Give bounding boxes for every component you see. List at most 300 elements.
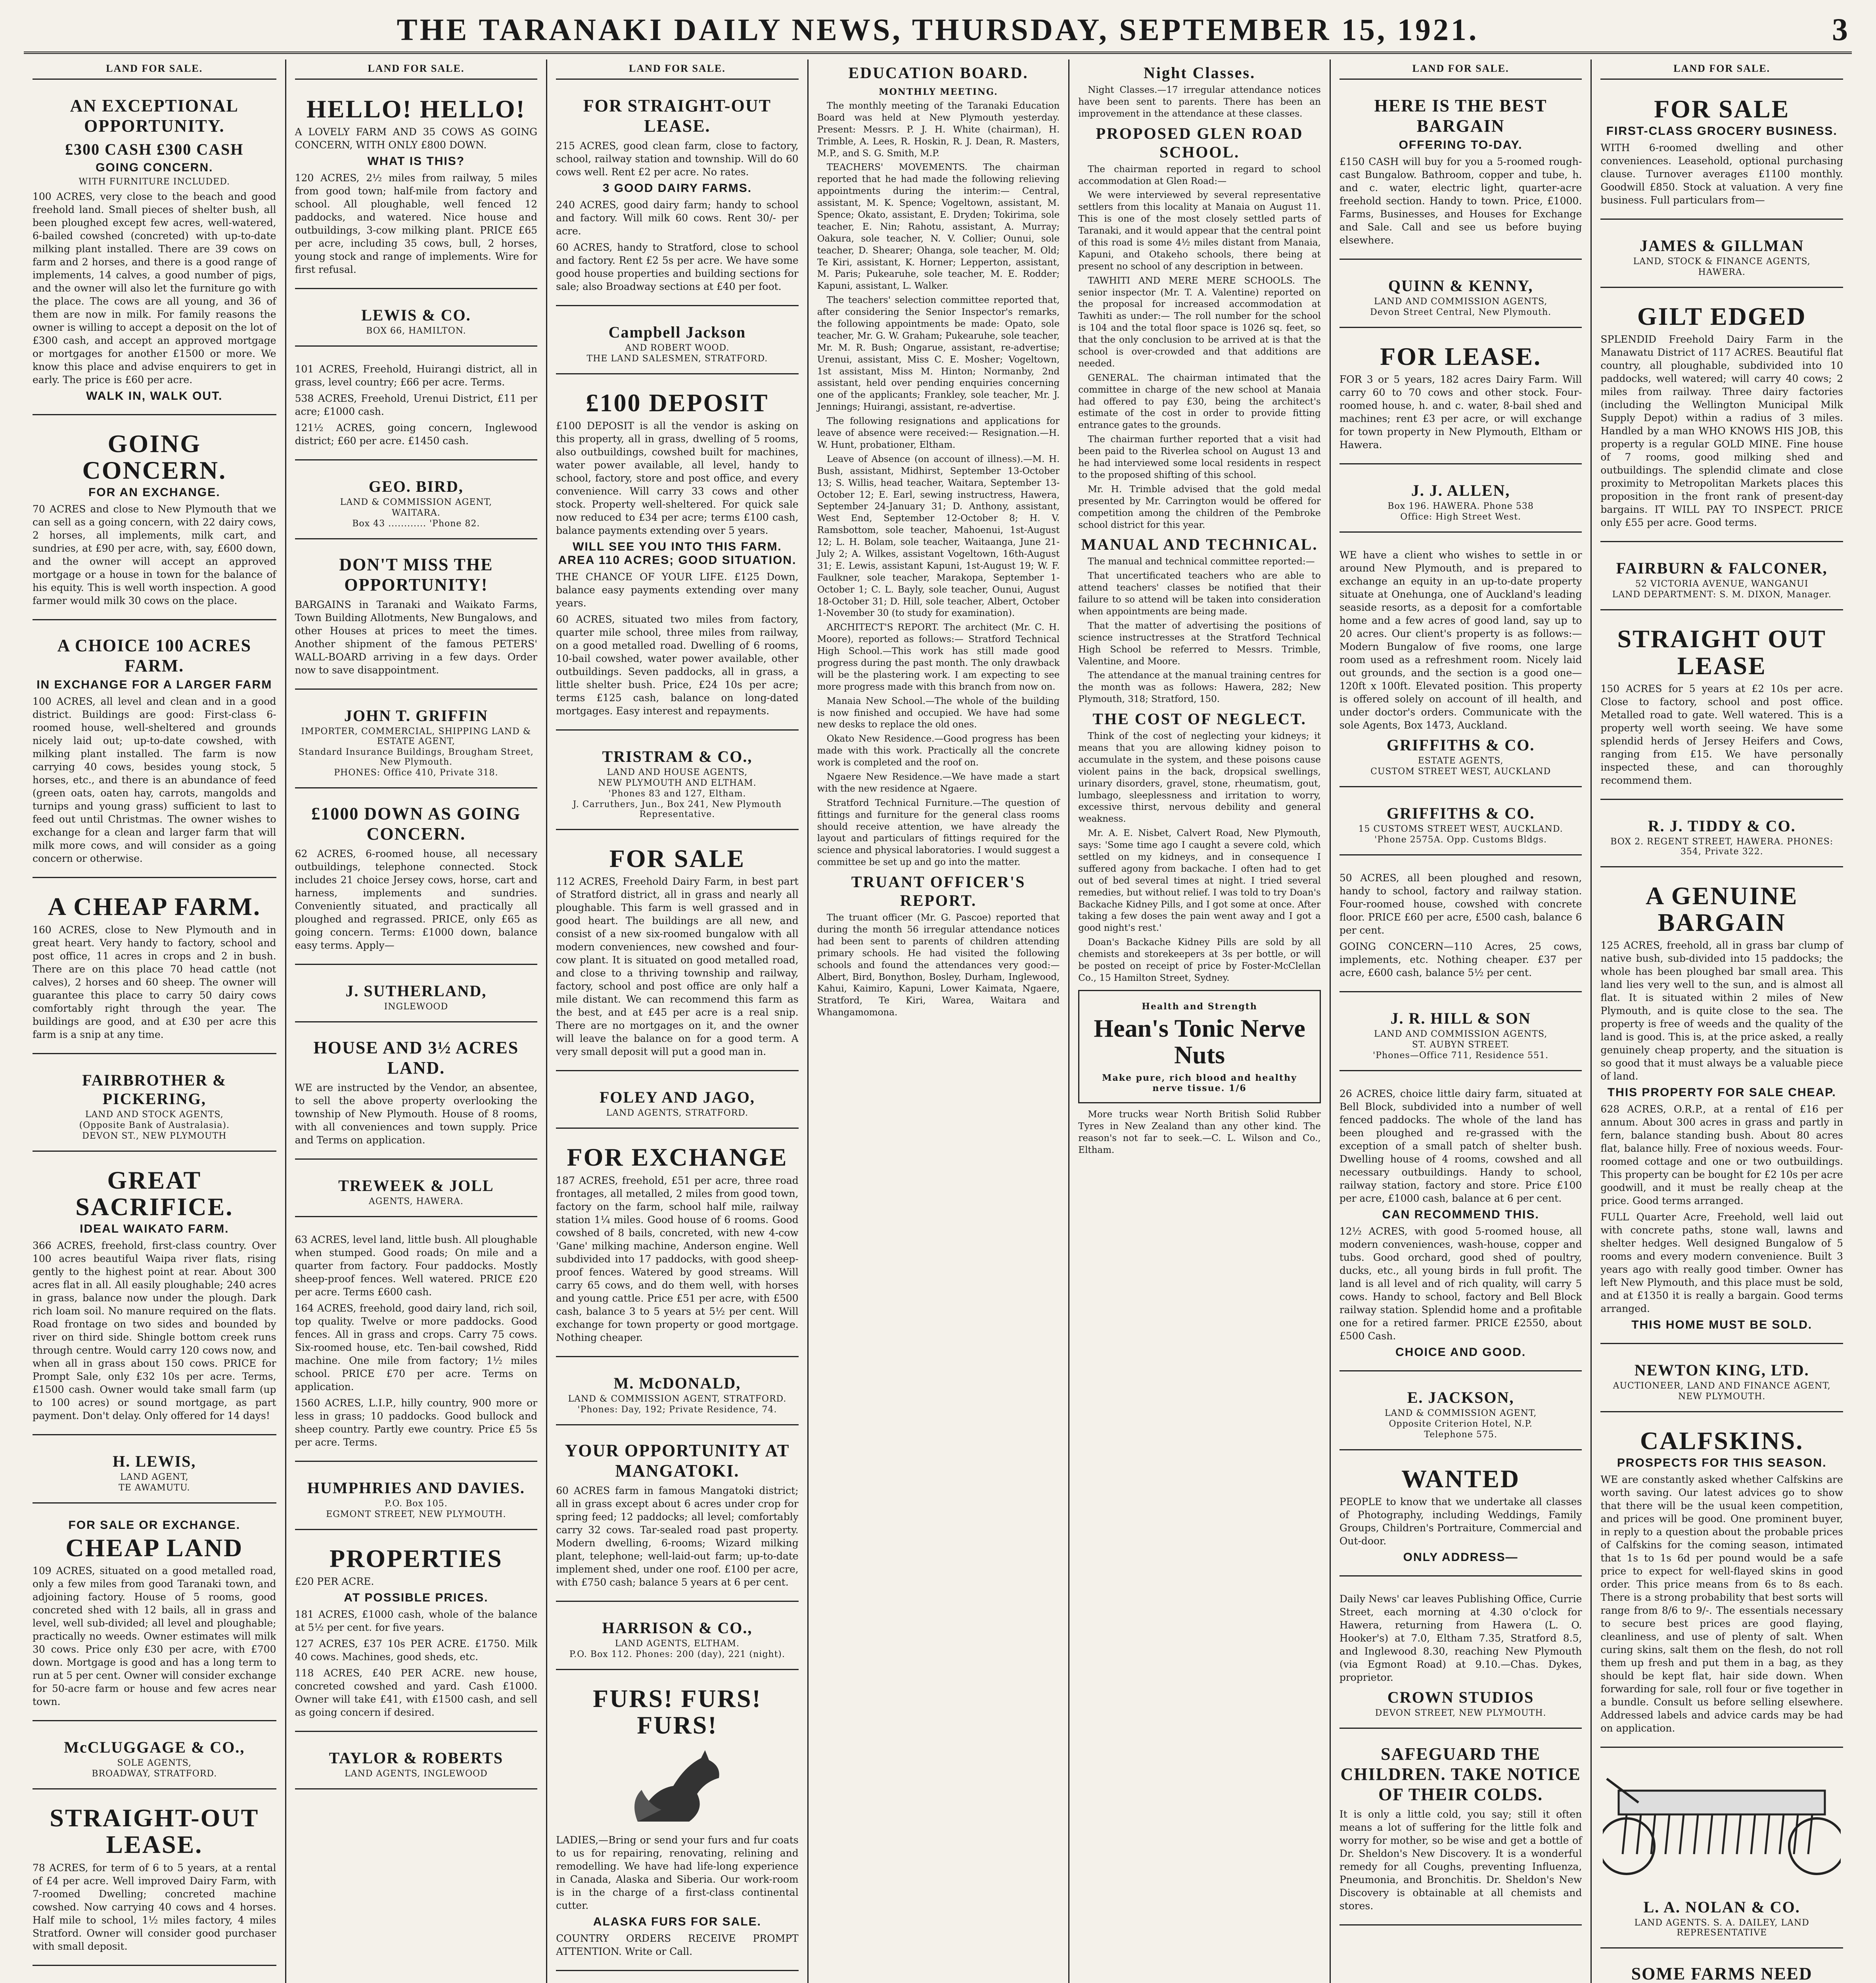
ad-title: SAFEGUARD THE CHILDREN. TAKE NOTICE OF THEIR COLDS.: [1340, 1744, 1581, 1805]
advertisement: [556, 1609, 799, 1670]
agent-address-line: J. Carruthers, Jun., Box 241, New Plymouth Representative.: [573, 800, 782, 820]
article-paragraph: The attendance at the manual training centres for the month was as follows: Hawera, 282; New Plymouth, 318; Stratford, 150.: [1078, 670, 1321, 705]
ad-title: HOUSE AND 3½ ACRES LAND.: [313, 1038, 519, 1078]
agent-address-line: LAND AGENTS. S. A. DAILEY, LAND REPRESENTATIVE: [1634, 1918, 1809, 1938]
article-paragraph: TEACHERS' MOVEMENTS. The chairman reported that he had made the following relieving appointments during the interim:— Central, assistant, M. K. Spence; Vogeltown, assistant, M. Spence; Okato, assistant, E. Dryden; Tokirima, sole teacher, E. Nin; Rahotu, assistant, A. Murray; Oakura, sole teacher, N. V. Collier; Ounui, sole teacher, D. Shearer; Ohanga, sole teacher, M. Old; Te Kiri, assistant, K. Horner; Lepperton, assistant, M. Paris; Pukearuhe, sole teacher, M. E. Rodder; Kapuni, assistant, L. Walker.: [817, 162, 1060, 292]
agent-name: TREWEEK & JOLL: [338, 1177, 494, 1195]
advertisement: [295, 354, 538, 460]
advertisement: [295, 1224, 538, 1462]
advertisement: [33, 1061, 276, 1152]
ad-title: HELLO! HELLO!: [306, 95, 526, 123]
ad-subtitle: PROSPECTS FOR THIS SEASON.: [1617, 1456, 1827, 1470]
article-paragraph: TAWHITI AND MERE MERE SCHOOLS. The senior inspector (Mr. T. A. Valentine) reported on the proposal for increased accommodation at Tawhiti as under:— The roll number for the school is 104 and the total floor space is 1026 sq. feet, so that the only conclusion to be arrived at is that the school is over-crowded and that additions are needed.: [1078, 275, 1321, 369]
ad-body: 118 ACRES, £40 PER ACRE. new house, concreted cowshed and yard. Cash £1000. Owner will take £41, with £1500 cash, and sell as going concern if desired.: [295, 1667, 538, 1718]
article-title: PROPOSED GLEN ROAD SCHOOL.: [1096, 124, 1303, 161]
ad-tagline: Make pure, rich blood and healthy nerve tissue. 1/6: [1102, 1073, 1297, 1094]
advertisement: [556, 88, 799, 306]
agent-address-line: LAND AND COMMISSION AGENTS,: [1374, 1029, 1548, 1039]
agent-address-line: DEVON ST., NEW PLYMOUTH: [82, 1131, 227, 1141]
ad-body: 100 ACRES, all level and clean and in a good district. Buildings are good: First-class 6-roomed house, well-sheltered and grounds nicely laid out; up-to-date cowshed, with milking plant installed. The farm is now carrying 40 cows, besides young stock, 5 horses, etc., and there is an abundance of feed (green oats, oaten hay, carrots, mangolds and turnips and young grass) sufficient to last to feed out until Christmas. The owner wishes to exchange for a clean and larger farm that will milk more cows, and will consider as a going concern or otherwise.: [33, 696, 276, 865]
ad-title: FOR EXCHANGE: [567, 1143, 788, 1172]
article-title: EDUCATION BOARD.: [848, 64, 1029, 82]
ad-body: 160 ACRES, close to New Plymouth and in great heart. Very handy to factory, school and post office, 11 acres in crops and 2 in bush. There are on this place 70 head cattle (not calves), 2 horses and 60 sheep. The owner will guarantee this place to carry 50 dairy cows comfortably right through the year. The buildings are good, and at £30 per acre this farm is a snip at any time.: [33, 924, 276, 1040]
ad-body: A LOVELY FARM AND 35 COWS AS GOING CONCERN, WITH ONLY £800 DOWN.: [295, 126, 538, 151]
ad-body: PEOPLE to know that we undertake all classes of Photography, including Weddings, Family Groups, Children's Portraiture, Commercial and Out-door.: [1339, 1496, 1582, 1547]
ad-body: 101 ACRES, Freehold, Huirangi district, all in grass, level country; £66 per acre. Terms.: [295, 363, 538, 388]
column-5: [1068, 59, 1330, 1983]
ad-footer: ONLY ADDRESS—: [1403, 1551, 1518, 1564]
advertisement: [556, 738, 799, 830]
advertisement: [33, 1797, 276, 1966]
advertisement: [295, 468, 538, 539]
article-paragraph: Stratford Technical Furniture.—The question of fittings and furniture for the general class rooms should receive attention, we have already the layout and particulars of fittings required for the science and physical laboratories. I would suggest a committee be set up and go into the matter.: [817, 798, 1060, 868]
article-paragraph: Leave of Absence (on account of illness).—M. H. Bush, assistant, Midhirst, September 13-October 13; S. Willis, head teacher, Waitara, September 13-October 12; E. Earl, sewing instructress, Hawera, September 24-January 31; D. Anthony, assistant, West End, September 12-October 8; H. V. Ramsbottom, sole teacher, Mahoenui, 1st-August 12; L. H. Bolam, sole teacher, Waitaanga, June 21-July 2; A. Wilkes, assistant Vogeltown, 16th-August 31; E. Lewis, assistant Kapuni, 1st-August 19; W. F. Faulkner, sole teacher, Marakopa, September 1-October 1; C. L. Bayly, sole teacher, Ounui, August 18-October 31; D. Hill, sole teacher, Albert, October 1-November 30 (to study for examination).: [817, 454, 1060, 619]
advertisement: [295, 1537, 538, 1732]
article-paragraph: ARCHITECT'S REPORT. The architect (Mr. C. H. Moore), reported as follows:— Stratford Technical High School.—This work has still made good progress during the past month. The only drawback will be the plastering work. I am expecting to see more progress made with this branch from now on.: [817, 622, 1060, 692]
advertisement: [1339, 335, 1582, 464]
agent-address-line: 15 CUSTOMS STREET WEST, AUCKLAND.: [1358, 824, 1563, 834]
agent-name: QUINN & KENNY,: [1388, 277, 1533, 295]
ad-title: FURS! FURS! FURS!: [592, 1684, 762, 1739]
article-paragraph: Manaia New School.—The whole of the building is now finished and occupied. We have had some new desks to replace the old ones.: [817, 696, 1060, 730]
ad-footer: CHOICE AND GOOD.: [1395, 1346, 1526, 1359]
agent-address-line: LAND & COMMISSION AGENT,: [340, 497, 492, 508]
agent-name: HARRISON & CO.,: [602, 1619, 753, 1637]
seed-drill-illustration: [1600, 1755, 1843, 1882]
ad-body: LADIES,—Bring or send your furs and fur coats to us for repairing, renovating, relining and remodelling. We have had life-long experience in Canada, Alaska and Siberia. Our work-room is in the charge of a first-class continental cutter.: [556, 1834, 799, 1911]
agent-name: FOLEY AND JAGO,: [599, 1088, 755, 1107]
agent-address-line: AUCTIONEER, LAND AND FINANCE AGENT,: [1613, 1381, 1831, 1391]
ad-title: SOME FARMS NEED: [1631, 1964, 1813, 1983]
agent-name: Campbell Jackson: [608, 323, 746, 341]
advertisement: [556, 1364, 799, 1425]
masthead-title: THE TARANAKI DAILY NEWS, THURSDAY, SEPTEMBER 15, 1921.: [397, 12, 1479, 47]
advertisement: [295, 972, 538, 1022]
column-6: [1330, 59, 1591, 1983]
article-paragraph: The chairman reported in regard to school accommodation at Glen Road:—: [1078, 164, 1321, 186]
advertisement: [1339, 88, 1582, 260]
ad-title: FOR LEASE.: [1380, 342, 1542, 370]
agent-name: J. R. HILL & SON: [1390, 1009, 1531, 1028]
article-paragraph: Mr. A. E. Nisbet, Calvert Road, New Plymouth, says: 'Some time ago I caught a severe cold, which settled on my kidneys, and in consequence I suffered agony from backache. I often had to get out of bed several times at night. I tried several remedies, but without relief. I was told to try Doan's Backache Kidney Pills, and I got some at once. After taking a few doses the pain went away and I got a good night's rest.': [1078, 828, 1321, 934]
ad-body: 240 ACRES, good dairy farm; handy to school and factory. Will milk 60 cows. Rent 30/- per acre.: [556, 199, 799, 237]
advertisement: [1339, 999, 1582, 1071]
agent-address-line: THE LAND SALESMEN, STRATFORD.: [586, 354, 768, 364]
agent-name: NEWTON KING, LTD.: [1634, 1361, 1809, 1379]
advertisement: [1339, 1584, 1582, 1729]
ad-title: CALFSKINS.: [1640, 1427, 1804, 1455]
ad-title: A GENUINE BARGAIN: [1646, 881, 1798, 936]
agent-address-line: LAND AND STOCK AGENTS,: [85, 1109, 224, 1120]
advertisement: [33, 1511, 276, 1721]
ad-title: GREAT SACRIFICE.: [75, 1166, 234, 1221]
ad-body: 60 ACRES farm in famous Mangatoki district; all in grass except about 6 acres under crop for spring feed; 12 paddocks; all level; comfortably carry 32 cows. Tar-sealed road past property. Modern dwelling, 6-rooms; Wizard milking plant, telephone; well-laid-out farm; up-to-date implement shed, under one roof. £100 per acre, with £750 cash; balance 5 years at 6 per cent.: [556, 1484, 799, 1588]
ad-body: 26 ACRES, choice little dairy farm, situated at Bell Block, subdivided into a number of well fenced paddocks. The whole of the land has been ploughed and re-grassed with the exception of a small patch of shelter bush. Dwelling house of 4 rooms, cowshed and all necessary outbuildings. Handy to school, railway station, factory and store. Price £100 per acre, £1000 cash, balance at 6 per cent.: [1339, 1088, 1582, 1204]
ad-body: WITH 6-roomed dwelling and other conveniences. Leasehold, optional purchasing clause. Turnover averages £1100 monthly. Goodwill £850. Stock at valuation. A very fine business. Full particulars from—: [1600, 142, 1843, 206]
advertisement: [1339, 863, 1582, 992]
agent-address-line: 'Phone 2575A. Opp. Customs Bldgs.: [1374, 835, 1547, 845]
agent-name: JAMES & GILLMAN: [1639, 237, 1804, 255]
article-paragraph: The chairman further reported that a visit had been paid to the Riverlea school on August 13 and he had interviewed some local residents in respect to the proposed shifting of this school.: [1078, 434, 1321, 480]
ad-body: SPLENDID Freehold Dairy Farm in the Manawatu District of 117 ACRES. Beautiful flat country, all ploughable, subdivided into 10 paddocks, well watered; will carry 40 cows; 2 miles from railway. Three dairy factories (including the Wellington Municipal Milk Supply Depot) within a radius of 3 miles. Handled by a man WHO KNOWS HIS JOB, this property is a regular GOLD MINE. Fine house of 7 rooms, good milking shed and outbuildings. The splendid climate and close proximity to Metropolitan Markets places this proposition in the front rank of present-day bargains. IT WILL PAY TO INSPECT. PRICE only £55 per acre. Good terms.: [1600, 334, 1843, 529]
article-paragraph: Think of the cost of neglecting your kidneys; it means that you are allowing kidney poison to accumulate in the system, and these poisons cause violent pains in the back, dropsical swellings, urinary disorders, gravel, stone, rheumatism, gout, lumbago, sleeplessness and irritation to worry, excessive thirst, nervous debility and general weakness.: [1078, 731, 1321, 825]
ad-body: WE have a client who wishes to settle in or around New Plymouth, and is prepared to exchange an equity in an up-to-date property situate at Onehunga, one of Auckland's leading seaside resorts, as a deposit for a comfortable home and a few acres of good land, say up to 20 acres. Our client's property is as follows:—Modern Bungalow of five rooms, one large room used as a refreshment room. Nicely laid out grounds, and the section is a good one—120ft x 100ft. Elevated position. This property is offered solely on account of ill health, and under doctor's orders. Communicate with the sole Agents, Box 1473, Auckland.: [1339, 549, 1582, 731]
advertisement: [295, 1469, 538, 1530]
agent-address-line: BOX 2. REGENT STREET, HAWERA. PHONES: 354, Private 322.: [1610, 836, 1834, 857]
article-paragraph: Night Classes.—17 irregular attendance notices have been sent to parents. There has been an improvement in the attendance at these classes.: [1078, 85, 1321, 119]
agent-address-line: P.O. Box 105.: [384, 1499, 448, 1509]
ad-subtitle: ALASKA FURS FOR SALE.: [593, 1915, 762, 1928]
advertisement: [1600, 549, 1843, 610]
article-subtitle: MONTHLY MEETING.: [879, 87, 998, 97]
agent-name: GEO. BIRD,: [368, 478, 464, 496]
ad-subtitle: FOR AN EXCHANGE.: [88, 486, 220, 499]
agent-address-line: AGENTS, HAWERA.: [368, 1197, 464, 1207]
column-heading: LAND FOR SALE.: [33, 59, 276, 80]
advertisement-box: [1078, 990, 1321, 1103]
agent-address-line: LAND AGENT,: [120, 1472, 189, 1482]
article-title: MANUAL AND TECHNICAL.: [1081, 535, 1318, 554]
ad-body: FULL Quarter Acre, Freehold, well laid out with concrete paths, stone wall, lawns and shelter hedges. Well designed Bungalow of 5 rooms and every modern convenience. Built 3 years ago with really good timber. Owner has left New Plymouth, and this place must be sold, and at £1350 it is really a bargain. Good terms arranged.: [1600, 1211, 1843, 1315]
ad-title: £100 DEPOSIT: [586, 389, 769, 417]
advertisement: [1600, 1351, 1843, 1412]
ad-body: It is only a little cold, you say; still it often means a lot of suffering for the little folk and worry for mother, so be wise and get a bottle of Dr. Sheldon's New Discovery. It is a wonderful remedy for all Coughs, preventing Influenza, Pneumonia, and Bronchitis. Dr. Sheldon's New Discovery is obtainable at all chemists and stores.: [1339, 1808, 1582, 1912]
advertisement: [556, 1433, 799, 1602]
article-title: THE COST OF NEGLECT.: [1092, 710, 1307, 728]
ad-title: WANTED: [1401, 1465, 1520, 1493]
agent-address-line: 'Phones—Office 711, Residence 551.: [1373, 1051, 1549, 1061]
column-1: [24, 59, 285, 1983]
ad-body: WE are constantly asked whether Calfskins are worth saving. Our latest advices go to show that there will be the usual keen competition, and prices will be good. One prominent buyer, in reply to a question about the probable prices of Calfskins for the coming season, intimated that 1s to 1s 6d per pound would be a safe price to expect for well-flayed skins in good order. This price means from 6s to 8s each. There is a strong probability that best sorts will range from 8/6 to 9/-. The essentials necessary to secure best prices are good flaying, cleanliness, and use of plenty of salt. When curing skins, salt them on the flesh, do not roll them up fresh and put them in a bag, as they should be kept flat, hair side down. When forwarding for sale, roll four or five together in a bundle. Consult us before selling elsewhere. Addressed labels and advice cards may be had on application.: [1600, 1474, 1843, 1734]
article: [1078, 63, 1321, 120]
agent-name: HUMPHRIES AND DAVIES.: [307, 1479, 525, 1497]
ad-body: 181 ACRES, £1000 cash, whole of the balance at 5½ per cent. for five years.: [295, 1609, 538, 1634]
advertisement: [1600, 227, 1843, 288]
article-paragraph: That uncertificated teachers who are able to attend teachers' classes be notified that their failure to so attend will be taken into consideration when appointments are being made.: [1078, 571, 1321, 617]
advertisement: [295, 1739, 538, 1789]
agent-name: CROWN STUDIOS: [1387, 1688, 1534, 1707]
agent-name: TRISTRAM & CO.,: [602, 748, 753, 766]
ad-title: STRAIGHT OUT LEASE: [1617, 625, 1826, 680]
ad-subtitle: IN EXCHANGE FOR A LARGER FARM: [36, 678, 272, 692]
ad-title: A CHOICE 100 ACRES FARM.: [57, 636, 252, 676]
agent-address-line: ST. AUBYN STREET.: [1412, 1040, 1510, 1050]
advertisement: [295, 88, 538, 289]
advertisement: [1600, 1419, 1843, 1748]
article-paragraph: Doan's Backache Kidney Pills are sold by all chemists and storekeepers at 3s per bottle, or will be posted on receipt of price by Foster-McClellan Co., 15 Hamilton Street, Sydney.: [1078, 937, 1321, 983]
agent-address-line: CUSTOM STREET WEST, AUCKLAND: [1370, 767, 1551, 777]
article-paragraph: Okato New Residence.—Good progress has been made with this work. Practically all the concrete work is completed and the roof on.: [817, 734, 1060, 768]
article-paragraph: The teachers' selection committee reported that, after considering the Senior Inspector's remarks, the following appointments be made: Opato, sole teacher, Mr. G. W. Graham; Pukearuhe, sole teacher, Mr. M. R. Bush; Ongarue, assistant, re-advertise; Urenui, assistant, Miss C. E. Mosher; Vogeltown, 1st assistant, Miss M. Hinton; Normanby, 2nd assistant, held over pending enquiries concerning one of the applicants; Frankley, sole teacher, Mr. J. Jennings; Huirangi, assistant, re-advertise.: [817, 295, 1060, 412]
ad-body: 164 ACRES, freehold, good dairy land, rich soil, top quality. Twelve or more paddocks. Good fences. All in grass and crops. Carry 75 cows. Six-roomed house, etc. Ten-bail cowshed, Ridd machine. One mile from factory; 1½ miles school. PRICE £70 per acre. Terms on application.: [295, 1302, 538, 1393]
agent-address-line: LAND AGENTS, STRATFORD.: [606, 1108, 749, 1118]
article-paragraph: Ngaere New Residence.—We have made a start with the new residence at Ngaere.: [817, 771, 1060, 794]
ad-section-heading: FOR SALE OR EXCHANGE.: [68, 1518, 241, 1532]
advertisement: [295, 296, 538, 347]
agent-address-line: P.O. Box 112. Phones: 200 (day), 221 (night).: [569, 1649, 785, 1659]
agent-address-line: NEW PLYMOUTH.: [1678, 1392, 1766, 1402]
ad-body: 12½ ACRES, with good 5-roomed house, all modern conveniences, wash-house, copper and tubs. Good orchard, good shed of poultry, ducks, etc., all young birds in full profit. The land is all level and of rich quality, will carry 5 cows. Handy to school, factory and Bell Block railway station. Splendid home and a profitable one for a retired farmer. PRICE £2550, about £500 Cash.: [1339, 1225, 1582, 1342]
ad-body: £150 CASH will buy for you a 5-roomed rough-cast Bungalow. Bathroom, copper and tube, h. and c. water, electric light, quarter-acre freehold section. Handy to town. Price, £1000. Farms, Businesses, and Houses for Exchange and Sale. Call and see us before buying elsewhere.: [1339, 156, 1582, 246]
column-7: [1590, 59, 1852, 1983]
ad-body: 70 ACRES and close to New Plymouth that we can sell as a going concern, with 22 dairy cows, 2 horses, all implements, milk cart, and sundries, at £90 per acre, with, say, £600 down, and the owner will accept an approved mortgage or a house in town for the balance of his equity. This is well worth inspection. A good farmer would milk 30 cows on the place.: [33, 503, 276, 607]
advertisement: [295, 547, 538, 690]
ad-body: £20 PER ACRE.: [295, 1576, 374, 1588]
ad-subtitle: AT POSSIBLE PRICES.: [344, 1591, 489, 1605]
agent-address-line: LAND & COMMISSION AGENT, STRATFORD.: [568, 1394, 787, 1404]
agent-address-line: Standard Insurance Buildings, Brougham Street, New Plymouth.: [298, 747, 534, 767]
agent-address-line: BOX 66, HAMILTON.: [366, 326, 466, 336]
advertisement: [33, 627, 276, 878]
ad-body: 215 ACRES, good clean farm, close to factory, school, railway station and township. Will do 60 cows well. Rent £2 per acre. No rates.: [556, 140, 799, 178]
ad-body: 120 ACRES, 2½ miles from railway, 5 miles from good town; half-mile from factory and school. All ploughable, well fenced 12 paddocks, and watered. Nice house and outbuildings, 3-cow milking plant. PRICE £65 per acre, including 35 cows, bull, 2 horses, young stock and range of implements. Wire for first refusal.: [295, 172, 538, 276]
ad-subtitle: FIRST-CLASS GROCERY BUSINESS.: [1606, 125, 1838, 138]
agent-address-line: SOLE AGENTS,: [117, 1758, 192, 1768]
article-title: Night Classes.: [1144, 64, 1256, 82]
advertisement: [33, 1442, 276, 1504]
ad-body: 538 ACRES, Freehold, Urenui District, £11 per acre; £1000 cash.: [295, 393, 538, 418]
ad-title: FOR SALE: [609, 844, 745, 873]
column-4: [807, 59, 1069, 1983]
ad-title: DON'T MISS THE OPPORTUNITY!: [339, 555, 493, 595]
column-2: [285, 59, 546, 1983]
advertisement: [1339, 472, 1582, 533]
agent-address-line: 52 VICTORIA AVENUE, WANGANUI: [1635, 579, 1809, 589]
ad-footer: WALK IN, WALK OUT.: [86, 389, 223, 403]
ad-headline: Hean's Tonic Nerve Nuts: [1094, 1014, 1305, 1069]
agent-address-line: DEVON STREET, NEW PLYMOUTH.: [1375, 1708, 1546, 1718]
ad-body: 63 ACRES, level land, little bush. All ploughable when stumped. Good roads; On mile and a quarter from factory. Four paddocks. Mostly sheep-proof fences. Well watered. PRICE £20 per acre. Terms £600 cash.: [295, 1234, 538, 1298]
agent-address-line: WAITARA.: [391, 508, 441, 518]
agent-address-line: PHONES: Office 410, Private 318.: [334, 768, 498, 778]
ad-subtitle: CAN RECOMMEND THIS.: [1382, 1208, 1539, 1222]
agent-name: E. JACKSON,: [1407, 1388, 1514, 1407]
ad-subtitle: OFFERING TO-DAY.: [1399, 138, 1523, 152]
advertisement: [556, 313, 799, 374]
ad-body: 150 ACRES for 5 years at £2 10s per acre. Close to factory, school and post office. Metalled road to gate. Well watered. This is a property well worth seeing. We have some splendid herds of Jersey Heifers and Cows, ranging from £15. We have personally inspected these, and can thoroughly recommend them.: [1600, 683, 1843, 786]
ad-body: £100 DEPOSIT is all the vendor is asking on this property, all in grass, dwelling of 5 rooms, also outbuildings, cowshed built for machines, water power available, all level, handy to school, factory, store and post office, and every convenience. Will carry 33 cows and other stock. Property well-sheltered. For quick sale now reduced to £34 per acre; terms £100 cash, balance payments extending over 5 years.: [556, 420, 799, 537]
ad-body: COUNTRY ORDERS RECEIVE PROMPT ATTENTION. Write or Call.: [556, 1932, 799, 1957]
agent-name: McCLUGGAGE & CO.,: [64, 1738, 245, 1757]
agent-name: FAIRBURN & FALCONER,: [1616, 559, 1828, 577]
article-paragraph: GENERAL. The chairman intimated that the committee in charge of the new school at Manaia had offered to pay £30, being the architect's estimate of the cost in order to provide fitting entrance gates to the grounds.: [1078, 372, 1321, 431]
agent-address-line: Box 43 ............ 'Phone 82.: [352, 519, 480, 529]
article-paragraph: We were interviewed by several representative settlers from this locality at Manaia on August 11. This is one of the most closely settled parts of Taranaki, and it would appear that the central point of this road is some 4½ miles distant from Manaia, Kapuni, and Otakeho schools, there being at present no school of any description in between.: [1078, 190, 1321, 272]
ad-subtitle: IDEAL WAIKATO FARM.: [80, 1222, 229, 1235]
advertisement: [556, 837, 799, 1071]
ad-title: PROPERTIES: [329, 1544, 503, 1573]
article: [1078, 535, 1321, 706]
advertisement: [556, 1136, 799, 1357]
article-title: TRUANT OFFICER'S REPORT.: [851, 873, 1026, 910]
agent-name: R. J. TIDDY & CO.: [1648, 817, 1796, 835]
agent-address-line: LAND, STOCK & FINANCE AGENTS,: [1633, 257, 1811, 267]
agent-address-line: INGLEWOOD: [384, 1002, 448, 1012]
column-heading: LAND FOR SALE.: [1339, 59, 1582, 80]
agent-address-line: Telephone 575.: [1424, 1430, 1497, 1440]
advertisement: [33, 885, 276, 1054]
ad-body: BARGAINS in Taranaki and Waikato Farms, Town Building Allotments, New Bungalows, and other Houses at prices to meet the times. Another shipment of the famous PETERS' WALL-BOARD arriving in a few days. Order now to save disappointment.: [295, 599, 538, 676]
agent-address-line: LAND AGENTS, ELTHAM.: [615, 1638, 740, 1649]
advertisement: [1600, 1888, 1843, 1948]
advertisement: [295, 796, 538, 965]
ad-body: 187 ACRES, freehold, £51 per acre, three road frontages, all metalled, 2 miles from good town, factory on the farm, school half mile, railway station 1¼ miles. Good house of 6 rooms. Good cowshed of 8 bails, concreted, with new 4-cow 'Gane' milking machine, Anderson engine. Well subdivided into 17 paddocks, with good sheep-proof fences. Watered by good streams. Will carry 65 cows, and do them well, with horses and young cattle. Price £51 per acre, with £500 cash, balance 3 to 5 years at 5½ per cent. Will exchange for town property or good mortgage. Nothing cheaper.: [556, 1174, 799, 1343]
advertisement: [33, 88, 276, 415]
ad-body: 62 ACRES, 6-roomed house, all necessary outbuildings, telephone connected. Stock includes 21 choice Jersey cows, horse, cart and harness, implements and sundries. Conveniently situated, and practically all ploughed and regrassed. PRICE, only £65 as going concern. Terms: £1000 down, balance easy terms. Apply—: [295, 848, 538, 951]
column-heading: LAND FOR SALE.: [295, 59, 538, 80]
fox-illustration: [556, 1742, 799, 1830]
ad-body: 628 ACRES, O.R.P., at a rental of £16 per annum. About 300 acres in grass and partly in fern, balance standing bush. About 80 acres flat, balance hilly. Free of noxious weeds. Four-roomed cottage and one or two outbuildings. This property can be bought for £2 10s per acre goodwill, and it must be really cheap at the price. Good terms arranged.: [1600, 1103, 1843, 1207]
ad-title: £1000 DOWN AS GOING CONCERN.: [311, 804, 521, 844]
agent-address-line: LAND AND COMMISSION AGENTS,: [1374, 297, 1548, 307]
article-paragraph: More trucks wear North British Solid Rubber Tyres in New Zealand than any other kind. The reason's not far to seek.—C. L. Wilson and Co., Eltham.: [1078, 1109, 1321, 1155]
advertisement: [33, 1159, 276, 1435]
agent-name: FAIRBROTHER & PICKERING,: [82, 1071, 227, 1108]
advertisement: [33, 1728, 276, 1789]
agent-address-line: Opposite Criterion Hotel, N.P.: [1389, 1419, 1533, 1429]
column-3: [546, 59, 807, 1983]
ad-body: GOING CONCERN—110 Acres, 25 cows, implements, etc. Nothing cheaper. £37 per acre, £600 cash, balance 5½ per cent.: [1339, 941, 1582, 979]
agent-address-line: BROADWAY, STRATFORD.: [92, 1769, 217, 1779]
ad-body: 1560 ACRES, L.I.P., hilly country, 900 more or less in grass; 10 paddocks. Good bullock and sheep country. Partly ewe country. Price £5 5s per acre. Terms.: [295, 1397, 538, 1448]
ad-body: 125 ACRES, freehold, all in grass bar clump of native bush, sub-divided into 15 paddocks; the whole has been ploughed bar small area. This land lies very well to the sun, and is almost all flat. It is situated within 2 miles of New Plymouth, and is quite close to the sea. The property is free of weeds and the quality of the land is good. This is, at the price asked, a really genuinely cheap property, and the situation is so good that it must always be a valuable piece of land.: [1600, 940, 1843, 1082]
ad-body: 50 ACRES, all been ploughed and resown, handy to school, factory and railway station. Four-roomed house, cowshed with concrete floor. PRICE £60 per acre, £500 cash, balance 6 per cent.: [1339, 872, 1582, 936]
ad-title: FOR STRAIGHT-OUT LEASE.: [583, 96, 771, 136]
ad-body: 366 ACRES, freehold, first-class country. Over 100 acres beautiful Waipa river flats, rising gently to the highest point at rear. About 300 acres flat in all. All easily ploughable; 240 acres in grass, balance now under the plough. Dark rich loam soil. No manure required on the flats. Road frontage on two sides and bounded by river on third side. Shingle bottom creek runs through centre. Would carry 120 cows now, and when all in grass about 150 cows. PRICE for Prompt Sale, only £32 10s per acre. Terms, £1500 cash. Owner would take small farm (up to 100 acres) or sound mortgage, as part payment. Don't delay. Only offered for 14 days!: [33, 1239, 276, 1421]
advertisement: [33, 422, 276, 620]
agent-name: TAYLOR & ROBERTS: [329, 1749, 504, 1767]
ad-body: THE CHANCE OF YOUR LIFE. £125 Down, balance easy payments extending over many years.: [556, 571, 799, 609]
ad-footer: THIS HOME MUST BE SOLD.: [1631, 1318, 1813, 1332]
agent-address-line: 'Phones 83 and 127, Eltham.: [608, 789, 746, 799]
agent-address-line: TE AWAMUTU.: [119, 1482, 190, 1493]
agent-name: GRIFFITHS & CO.: [1386, 736, 1535, 754]
agent-address-line: Box 196. HAWERA. Phone 538: [1387, 501, 1534, 512]
article-paragraph: The truant officer (Mr. G. Pascoe) reported that during the month 56 irregular attendance notices had been sent to parents of children attending primary schools. He had visited the following schools and found the attendances very good:—Albert, Bird, Bonython, Bosley, Durham, Inglewood, Kahui, Kaimiro, Kapuni, Lower Kaimata, Ngaere, Stratford, Te Kiri, Warea, Waitara and Whangamomona.: [817, 913, 1060, 1018]
agent-address-line: 'Phones: Day, 192; Private Residence, 74.: [577, 1404, 777, 1415]
advertisement: [1600, 1956, 1843, 1983]
ad-body: 60 ACRES, handy to Stratford, close to school and factory. Rent £2 5s per acre. We have some good house properties and building sections for sale; also Broadway sections at £40 per foot.: [556, 242, 799, 292]
ad-body: Daily News' car leaves Publishing Office, Currie Street, each morning at 4.30 o'clock for Hawera, returning from Hawera (L. O. Hooker's) at 7.0, Eltham 7.35, Stratford 8.5, and Inglewood 8.30, reaching New Plymouth (via Egmont Road) at 9.10.—Chas. Dykes, proprietor.: [1339, 1593, 1582, 1684]
agent-name: J. SUTHERLAND,: [345, 982, 487, 1000]
ad-subtitle: WHAT IS THIS?: [367, 155, 465, 168]
ad-title: GILT EDGED: [1637, 302, 1807, 331]
article: [817, 873, 1060, 1019]
advertisement: [1339, 1078, 1582, 1371]
ad-title: CHEAP LAND: [65, 1533, 243, 1562]
article: [1078, 124, 1321, 531]
agent-address-line: NEW PLYMOUTH AND ELTHAM.: [598, 778, 757, 788]
agent-address-line: LAND AGENTS, INGLEWOOD: [345, 1769, 488, 1779]
agent-name: H. LEWIS,: [113, 1452, 196, 1470]
advertisement: [1600, 295, 1843, 542]
agent-name: LEWIS & CO.: [361, 306, 471, 324]
ad-lead: WITH FURNITURE INCLUDED.: [79, 177, 230, 187]
agent-address-line: EGMONT STREET, NEW PLYMOUTH.: [326, 1509, 506, 1520]
advertisement: [1339, 794, 1582, 855]
ad-price: £300 CASH £300 CASH: [65, 140, 244, 158]
agent-address-line: (Opposite Bank of Australasia).: [79, 1120, 230, 1130]
article-paragraph: That the matter of advertising the positions of science instructresses at the Stratford Technical High School be referred to Messrs. Trimble, Valentine, and Moore.: [1078, 620, 1321, 667]
ad-body: WE are instructed by the Vendor, an absentee, to sell the above property overlooking the township of New Plymouth. House of 8 rooms, with all conveniences and town supply. Price and Terms on application.: [295, 1082, 538, 1146]
advertisement: [1600, 875, 1843, 1344]
column-heading: LAND FOR SALE.: [1600, 59, 1843, 80]
agent-name: J. J. ALLEN,: [1411, 481, 1510, 500]
article-paragraph: The manual and technical committee reported:—: [1088, 556, 1315, 567]
ad-title: HERE IS THE BEST BARGAIN: [1374, 96, 1547, 136]
agent-address-line: Office: High Street West.: [1400, 512, 1521, 522]
ad-title: AN EXCEPTIONAL OPPORTUNITY.: [70, 96, 239, 136]
advertisement: [295, 697, 538, 788]
ad-subtitle: GOING CONCERN.: [96, 161, 213, 174]
advertisement: [1339, 1736, 1582, 1925]
agent-name: L. A. NOLAN & CO.: [1643, 1898, 1800, 1916]
advertisement: [295, 1167, 538, 1217]
advertisement: [556, 1078, 799, 1129]
ad-title: GOING CONCERN.: [82, 430, 227, 485]
article-paragraph: The monthly meeting of the Taranaki Education Board was held at New Plymouth yesterday. Present: Messrs. P. J. H. White (chairman), H. Trimble, A. Lees, R. Hoskin, R. J. Dean, R. Masters, M.P., and S. G. Smith, M.P.: [817, 101, 1060, 159]
advertisement: [556, 1978, 799, 1983]
ad-subtitle: THIS PROPERTY FOR SALE CHEAP.: [1607, 1086, 1836, 1099]
ad-subtitle: 3 GOOD DAIRY FARMS.: [602, 182, 752, 195]
agent-address-line: LAND DEPARTMENT: S. M. DIXON, Manager.: [1612, 590, 1832, 600]
columns-grid: [24, 59, 1852, 1983]
ad-subtitle: WILL SEE YOU INTO THIS FARM. AREA 110 ACRES; GOOD SITUATION.: [558, 540, 797, 567]
advertisement: [33, 1973, 276, 1983]
advertisement: [1600, 618, 1843, 800]
advertisement: [295, 1030, 538, 1160]
article-paragraph: Mr. H. Trimble advised that the gold medal presented by Mr. Carrington would be offered for competition among the children of the Pembroke school district for this year.: [1078, 484, 1321, 530]
agent-address-line: HAWERA.: [1698, 267, 1746, 278]
ad-body: 121½ ACRES, going concern, Inglewood district; £60 per acre. £1450 cash.: [295, 422, 538, 447]
ad-body: 78 ACRES, for term of 6 to 5 years, at a rental of £4 per acre. Well improved Dairy Farm, with 7-roomed Dwelling; concreted machine cowshed. Now carrying 40 cows and 4 horses. Half mile to school, 1½ miles factory, 4 miles Stratford. Owner will consider good purchaser with small deposit.: [33, 1862, 276, 1952]
article: [1078, 1109, 1321, 1156]
ad-body: 127 ACRES, £37 10s PER ACRE. £1750. Milk 40 cows. Machines, good sheds, etc.: [295, 1638, 538, 1663]
ad-body: 100 ACRES, very close to the beach and good freehold land. Small pieces of shelter bush, all been ploughed except few acres, well-watered, 6-bailed cowshed (concreted) with up-to-date milking plant installed. There are 39 cows on farm and 2 horses, and there is a good range of implements, 14 calves, a good number of pigs, and the owner will also let the furniture go with the place. The cows are all young, and 36 of them are now in milk. For family reasons the owner is willing to accept a deposit on the lot of £300 cash, and accept an approved mortgage or mortgages for another £1500 or more. We know this place and advise enquirers to get in early. The price is £60 per acre.: [33, 191, 276, 385]
ad-body: 109 ACRES, situated on a good metalled road, only a few miles from good Taranaki town, and adjoining factory. House of 5 rooms, good concreted shed with 12 bails, all in grass and level, well sub-divided; all level and ploughable; practically no weeds. Owner estimates will milk 30 cows. Price only £30 per acre, with £700 down. Mortgage is good and has a long term to run at 5 per cent. Owner will consider exchange for 50-acre farm or house and few acres near town.: [33, 1565, 276, 1708]
ad-title: A CHEAP FARM.: [48, 892, 261, 921]
agent-address-line: LAND AND HOUSE AGENTS,: [607, 767, 748, 778]
article-paragraph: The following resignations and applications for leave of absence were received:— Resignation.—H. W. Hunt, probationer, Eltham.: [817, 416, 1060, 450]
advertisement: [1339, 1458, 1582, 1576]
advertisement: [1600, 807, 1843, 867]
article: [1078, 710, 1321, 984]
advertisement: [556, 1677, 799, 1971]
agent-name: GRIFFITHS & CO.: [1386, 804, 1535, 823]
advertisement: [556, 382, 799, 731]
advertisement: [1339, 267, 1582, 328]
advertisement: [1600, 88, 1843, 220]
agent-address-line: ESTATE AGENTS,: [1418, 756, 1504, 766]
ad-body: FOR 3 or 5 years, 182 acres Dairy Farm. Will carry 60 to 70 cows and other stock. Four-roomed house, h. and c. water, 8-bail shed and machines; rent £3 per acre, or will exchange for town property in New Plymouth, Eltham or Hawera.: [1339, 374, 1582, 451]
column-heading: LAND FOR SALE.: [556, 59, 799, 80]
ad-title: STRAIGHT-OUT LEASE.: [50, 1804, 259, 1859]
agent-address-line: Devon Street Central, New Plymouth.: [1370, 307, 1552, 317]
agent-name: JOHN T. GRIFFIN: [344, 707, 488, 725]
agent-address-line: LAND & COMMISSION AGENT,: [1384, 1408, 1537, 1419]
agent-address-line: AND ROBERT WOOD.: [625, 343, 730, 353]
article-title: Health and Strength: [1142, 1001, 1257, 1012]
ad-title: YOUR OPPORTUNITY AT MANGATOKI.: [565, 1440, 790, 1481]
advertisement: [1339, 540, 1582, 787]
ad-title: FOR SALE: [1654, 95, 1790, 123]
ad-body: 112 ACRES, Freehold Dairy Farm, in best part of Stratford district, all in grass and nearly all ploughable. This farm is well grassed and in good heart. The buildings are all new, and consist of a new six-roomed bungalow with all modern conveniences, new cowshed and four-cow plant. It is situated on good metalled road, and close to a thriving township and railway, factory, school and post office are only half a mile distant. We can recommend this farm as the best, and at £45 per acre is a real snip. There are no mortgages on it, and the owner will leave the balance on for a good term. A very small deposit will put a good man in.: [556, 876, 799, 1058]
advertisement: [1339, 1379, 1582, 1450]
agent-address-line: IMPORTER, COMMERCIAL, SHIPPING LAND & ESTATE AGENT,: [301, 727, 531, 747]
masthead: [24, 8, 1852, 54]
ad-body: 60 ACRES, situated two miles from factory, quarter mile school, three miles from railway, on a good metalled road. Dwelling of 6 rooms, 10-bail cowshed, water power available, other outbuildings. Seven paddocks, all in grass, a little shelter bush. Price, £24 10s per acre; terms £125 cash, balance on long-dated mortgages. Easy interest and repayments.: [556, 614, 799, 717]
article: [817, 63, 1060, 869]
